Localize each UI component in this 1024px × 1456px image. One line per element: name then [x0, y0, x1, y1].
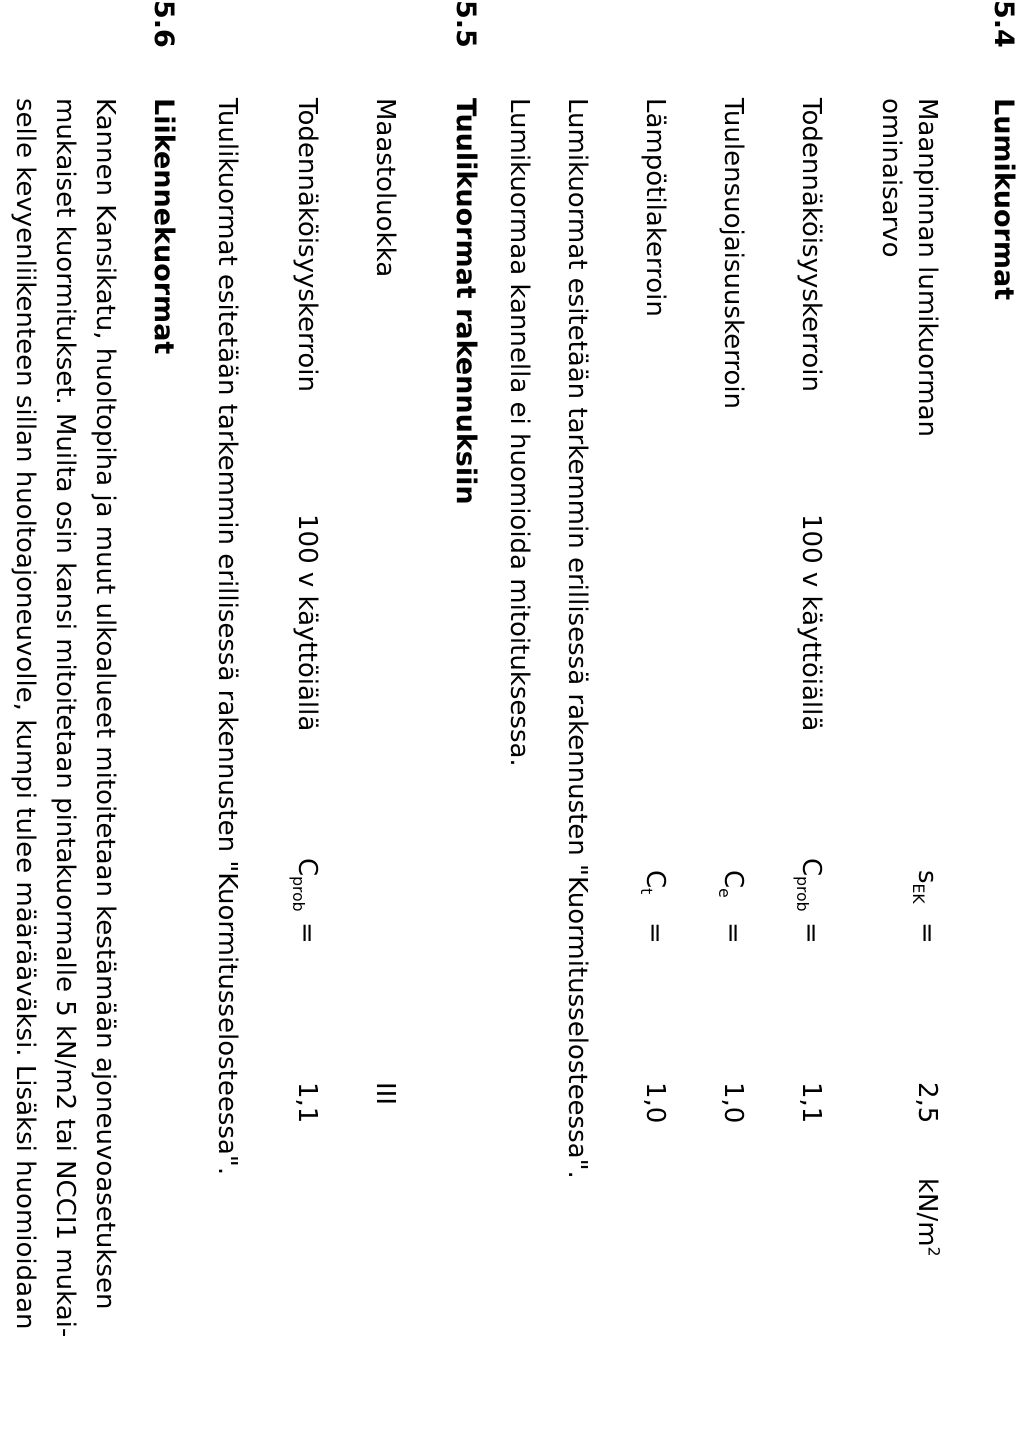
thermal-factor-symbol: $C_t$ — [636, 870, 670, 895]
snow-load-value: 2,5 — [912, 1082, 942, 1124]
terrain-category-value: III — [370, 1082, 400, 1106]
probability-factor-value: 1,1 — [796, 1082, 826, 1124]
exposure-factor-equals: = — [718, 922, 748, 944]
exposure-factor-label: Tuulensuojaisuuskerroin — [718, 98, 748, 410]
wind-load-note: Tuulikuormat esitetään tarkemmin erillisessä rakennusten "Kuormitusselosteessa". — [212, 98, 242, 1176]
probability-factor-condition: 100 v käyttöiällä — [796, 514, 826, 732]
section-5-5-title: Tuulikuormat rakennuksiin — [450, 98, 481, 505]
section-5-6-number: 5.6 — [148, 0, 179, 48]
snow-load-symbol: $s_{EK}$ — [908, 870, 942, 904]
wind-probability-factor-equals: = — [292, 922, 322, 944]
thermal-factor-value: 1,0 — [640, 1082, 670, 1124]
wind-probability-factor-symbol: $C_{prob}$ — [288, 858, 322, 912]
traffic-load-line2: mukaiset kuormitukset. Muilta osin kansi mitoitetaan pintakuormalle 5 kN/m2 tai NCCI1 mukai- — [50, 98, 80, 1338]
probability-factor-equals: = — [796, 922, 826, 944]
snow-load-note: Lumikuormat esitetään tarkemmin erillisessä rakennusten "Kuormitusselosteessa". — [562, 98, 592, 1179]
thermal-factor-equals: = — [640, 922, 670, 944]
wind-probability-factor-label: Todennäköisyyskerroin — [292, 98, 322, 392]
snow-load-label-line2: ominaisarvo — [876, 98, 906, 258]
wind-probability-factor-value: 1,1 — [292, 1082, 322, 1124]
section-5-5-number: 5.5 — [450, 0, 481, 48]
snow-load-deck-note: Lumikuormaa kannella ei huomioida mitoituksessa. — [504, 98, 534, 767]
terrain-category-label: Maastoluokka — [370, 98, 400, 278]
thermal-factor-label: Lämpötilakerroin — [640, 98, 670, 317]
snow-load-unit: $kN/m^2$ — [912, 1178, 943, 1257]
exposure-factor-symbol: $C_e$ — [714, 870, 748, 898]
probability-factor-symbol: $C_{prob}$ — [792, 858, 826, 912]
section-5-4-title: Lumikuormat — [988, 98, 1019, 301]
snow-load-equals: = — [912, 922, 942, 944]
probability-factor-label: Todennäköisyyskerroin — [796, 98, 826, 392]
section-5-4-number: 5.4 — [988, 0, 1019, 48]
traffic-load-line3: selle kevyenliikenteen sillan huoltoajoneuvolle, kumpi tulee määrääväksi. Lisäksi huomioidaan — [10, 98, 40, 1330]
snow-load-label-line1: Maanpinnan lumikuorman — [912, 98, 942, 438]
section-5-6-title: Liikennekuormat — [148, 98, 179, 355]
exposure-factor-value: 1,0 — [718, 1082, 748, 1124]
wind-probability-factor-condition: 100 v käyttöiällä — [292, 514, 322, 732]
traffic-load-line1: Kannen Kansikatu, huoltopiha ja muut ulkoalueet mitoitetaan kestämään ajoneuvoasetuksen — [90, 98, 120, 1310]
